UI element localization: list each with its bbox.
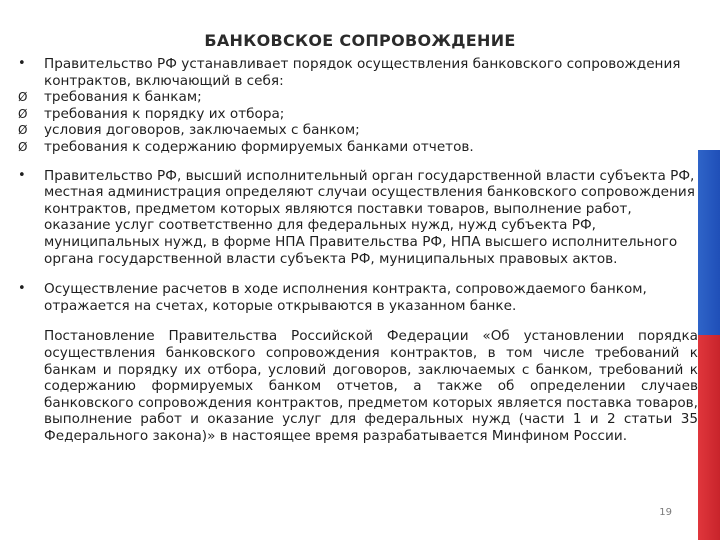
flag-stripe-blue [698,150,720,335]
bullet-item-3 [18,281,698,314]
bullet-item-1 [18,56,698,89]
flag-stripe-red [698,335,720,540]
bullet-item-2 [18,168,698,268]
bullet-text-1: Правительство РФ устанавливает порядок осуществления банковского сопровождения контрактов, включающий в себя: [44,56,681,89]
arrow-item-3 [18,122,698,139]
arrow-bullet-icon: Ø [18,139,28,154]
slide-content [18,56,698,444]
arrow-item-4 [18,139,698,156]
bullet-dot-icon: • [18,56,26,71]
page-number: 19 [659,507,672,518]
arrow-bullet-icon: Ø [18,106,28,121]
arrow-item-text: условия договоров, заключаемых с банком; [44,122,360,139]
arrow-item-text: требования к порядку их отбора; [44,105,285,122]
bullet-dot-icon: • [18,167,26,183]
arrow-item-text: требования к содержанию формируемых банками отчетов. [44,138,474,155]
arrow-item-1 [18,89,698,106]
bullet-text-2: Правительство РФ, высший исполнительный орган государственной власти субъекта РФ, местная администрация определяют случаи осуществления банковского сопровождения контрактов, предметом которых являются поставки товаров, выполнение работ, оказание услуг соответственно для федеральных нужд, нужд субъекта РФ, муниципальных нужд, в форме НПА Правительства РФ, НПА высшего исполнительного органа государственной власти субъекта РФ, муниципальных правовых актов. [44,167,695,267]
arrow-bullet-icon: Ø [18,90,28,105]
arrow-item-text: требования к банкам; [44,89,202,106]
flag-stripe-white [698,0,720,150]
arrow-bullet-icon: Ø [18,123,28,138]
bullet-text-3: Осуществление расчетов в ходе исполнения контракта, сопровождаемого банком, отражается на счетах, которые открываются в указанном банке. [44,281,647,314]
slide-title: БАНКОВСКОЕ СОПРОВОЖДЕНИЕ [204,31,516,50]
bullet-dot-icon: • [18,281,26,297]
arrow-item-2 [18,106,698,123]
resolution-note: Постановление Правительства Российской Федерации «Об установлении порядка осуществления банковского сопровождения контрактов, в том числе требований к банкам и порядку их отбора, условий договоров, заключаемых с банком, требований к содержанию формируемых банком отчетов, а также об определении случаев банковского сопровождения контрактов, предметом которых является поставка товаров, выполнение работ и оказание услуг для федеральных нужд (части 1 и 2 статьи 35 Федерального закона)» в настоящее время разрабатывается Минфином России. [44,328,698,444]
